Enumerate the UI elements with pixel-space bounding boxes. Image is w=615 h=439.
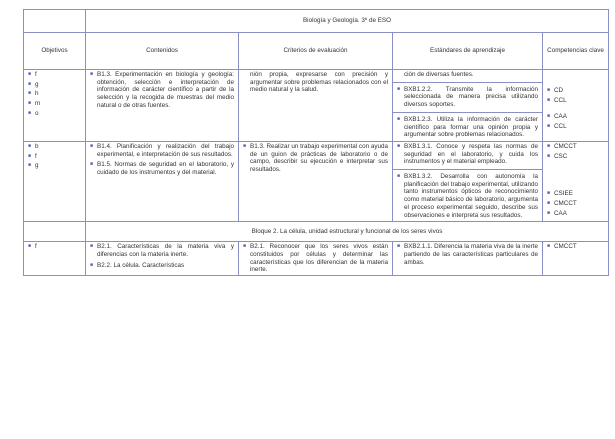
header-competencias: Competencias clave <box>543 33 609 70</box>
bullet-icon: ■ <box>28 100 32 107</box>
bullet-icon: ■ <box>28 80 32 87</box>
competencia-item: ■ CCL <box>547 123 567 131</box>
bullet-icon: ■ <box>547 87 551 93</box>
bullet-icon: ■ <box>28 71 32 77</box>
curriculum-table <box>23 9 609 276</box>
objetivos-cell <box>24 141 86 221</box>
bullet-icon: ■ <box>397 115 401 122</box>
estandar-item: ■ BXB1.3.1. Conoce y respeta las normas de seguridad en el laboratorio, y cuida los instrumentos y el material empleado. <box>397 142 538 166</box>
contenido-item: ■ B2.2. La célula. Características <box>90 261 185 269</box>
bullet-icon: ■ <box>243 142 247 149</box>
objetivos-cell <box>24 242 86 276</box>
bullet-icon: ■ <box>397 85 401 92</box>
bullet-icon: ■ <box>28 162 32 169</box>
competencias-group <box>543 84 608 104</box>
bullet-icon: ■ <box>28 142 32 149</box>
curriculum-sheet <box>23 9 608 276</box>
estandares-cell <box>393 141 543 221</box>
objetivo-item: ■ f <box>28 152 37 160</box>
criterios-cell <box>239 70 393 142</box>
estandares-cell <box>393 70 543 142</box>
competencia-item: ■ CCL <box>547 96 567 104</box>
bullet-icon: ■ <box>28 243 32 250</box>
competencias-group <box>543 110 608 130</box>
bullet-icon: ■ <box>547 152 551 159</box>
objetivos-cell <box>24 70 86 142</box>
competencia-item: ■ CMCCT <box>547 243 577 251</box>
bullet-icon: ■ <box>547 123 551 130</box>
competencia-item: ■ CSC <box>547 152 568 160</box>
competencias-cell <box>543 141 609 221</box>
bullet-icon: ■ <box>547 96 551 103</box>
contenido-item: ■ B2.1. Características de la materia viva y diferencias con la materia inerte. <box>90 243 234 258</box>
estandar-item: ■ BXB1.2.2. Transmite la información seleccionada de manera precisa utilizando diversos soportes. <box>397 85 538 109</box>
bloque-title: Bloque 2. La célula, unidad estructural y funcional de los seres vivos <box>86 222 609 242</box>
competencias-cell <box>543 242 609 276</box>
criterio-item: nión propia, expresarse con precisión y argumentar sobre problemas relacionados con el medio natural y la salud. <box>250 71 388 94</box>
contenidos-cell <box>86 141 239 221</box>
objetivo-item: ■ g <box>28 162 39 170</box>
bullet-icon: ■ <box>28 152 32 159</box>
objetivo-item: ■ f <box>28 243 37 251</box>
header-objetivos: Objetivos <box>24 33 86 70</box>
criterio-item: ■ B1.3. Realizar un trabajo experimental con ayuda de un guion de prácticas de laboratorio o de campo, describir su ejecución e interpretar sus resultados. <box>243 142 388 174</box>
bullet-icon: ■ <box>547 142 551 149</box>
title-blank-cell <box>24 10 86 33</box>
competencia-item: ■ CAA <box>547 209 567 217</box>
bullet-icon: ■ <box>547 200 551 207</box>
estandares-cell <box>393 242 543 276</box>
objetivo-item: ■ o <box>28 109 39 117</box>
estandar-divider <box>393 82 542 109</box>
bullet-icon: ■ <box>90 142 94 149</box>
table-row <box>24 242 609 276</box>
competencias-cell <box>543 70 609 142</box>
header-contenidos: Contenidos <box>86 33 239 70</box>
bullet-icon: ■ <box>243 243 247 250</box>
table-row <box>24 141 609 221</box>
bullet-icon: ■ <box>90 243 94 250</box>
objetivo-item: ■ h <box>28 90 39 98</box>
contenidos-cell <box>86 242 239 276</box>
estandar-item: ■ BXB1.3.2. Desarrolla con autonomía la planificación del trabajo experimental, utilizando tanto instrumentos ópticos de reconocimiento como material básico de laboratorio, argumenta el proceso experimental seguido, describe sus observaciones e interpreta sus resultados. <box>397 173 538 219</box>
header-estandares: Estándares de aprendizaje <box>393 33 543 70</box>
bloque-blank-cell <box>24 222 86 242</box>
contenido-item: ■ B1.5. Normas de seguridad en el laboratorio, y cuidado de los instrumentos y del material. <box>90 161 234 177</box>
header-row <box>24 33 609 70</box>
bullet-icon: ■ <box>397 142 401 149</box>
header-criterios: Criterios de evaluación <box>239 33 393 70</box>
competencia-item: ■ CMCCT <box>547 200 577 208</box>
criterios-cell <box>239 141 393 221</box>
competencia-item: ■ CAA <box>547 113 567 121</box>
contenidos-cell <box>86 70 239 142</box>
competencia-item: ■ CSIEE <box>547 190 573 198</box>
competencia-item: ■ CD <box>547 87 564 94</box>
table-row <box>24 70 609 142</box>
bullet-icon: ■ <box>547 243 551 250</box>
table-title: Biología y Geología. 3º de ESO <box>86 10 609 33</box>
bullet-icon: ■ <box>397 243 401 250</box>
bullet-icon: ■ <box>547 190 551 197</box>
bullet-icon: ■ <box>547 113 551 120</box>
criterio-item: ■ B2.1. Reconocer que los seres vivos están constituidos por células y determinar las características que los diferencian de la materia inerte. <box>243 243 388 274</box>
bloque-row <box>24 222 609 242</box>
contenido-item: ■ B1.4. Planificación y realización del trabajo experimental, e interpretación de sus resultados. <box>90 142 234 158</box>
estandar-item: ción de diversas fuentes. <box>404 71 474 78</box>
bullet-icon: ■ <box>547 209 551 216</box>
bullet-icon: ■ <box>90 161 94 168</box>
bullet-icon: ■ <box>90 71 94 77</box>
criterios-cell <box>239 242 393 276</box>
bullet-icon: ■ <box>90 261 94 268</box>
estandar-item: ■ BXB1.2.3. Utiliza la información de carácter científico para formar una opinión propia y argumentar sobre problemas relacionados. <box>397 115 538 139</box>
bullet-icon: ■ <box>28 109 32 116</box>
bullet-icon: ■ <box>28 90 32 97</box>
contenido-item: ■ B1.3. Experimentación en biología y geología: obtención, selección e interpretación de información de carácter científico a partir de la selección y la recogida de muestras del medio natural o de otras fuentes. <box>90 71 234 109</box>
competencia-item: ■ CMCCT <box>547 142 577 150</box>
estandar-divider <box>393 112 542 139</box>
bullet-icon: ■ <box>397 173 401 180</box>
objetivo-item: ■ b <box>28 142 39 150</box>
title-row <box>24 10 609 33</box>
estandar-divider <box>393 169 542 219</box>
objetivo-item: ■ f <box>28 71 37 78</box>
objetivo-item: ■ g <box>28 80 39 88</box>
estandar-item: ■ BXB2.1.1. Diferencia la materia viva de la inerte partiendo de las características particulares de ambas. <box>397 243 538 266</box>
objetivo-item: ■ m <box>28 100 41 108</box>
